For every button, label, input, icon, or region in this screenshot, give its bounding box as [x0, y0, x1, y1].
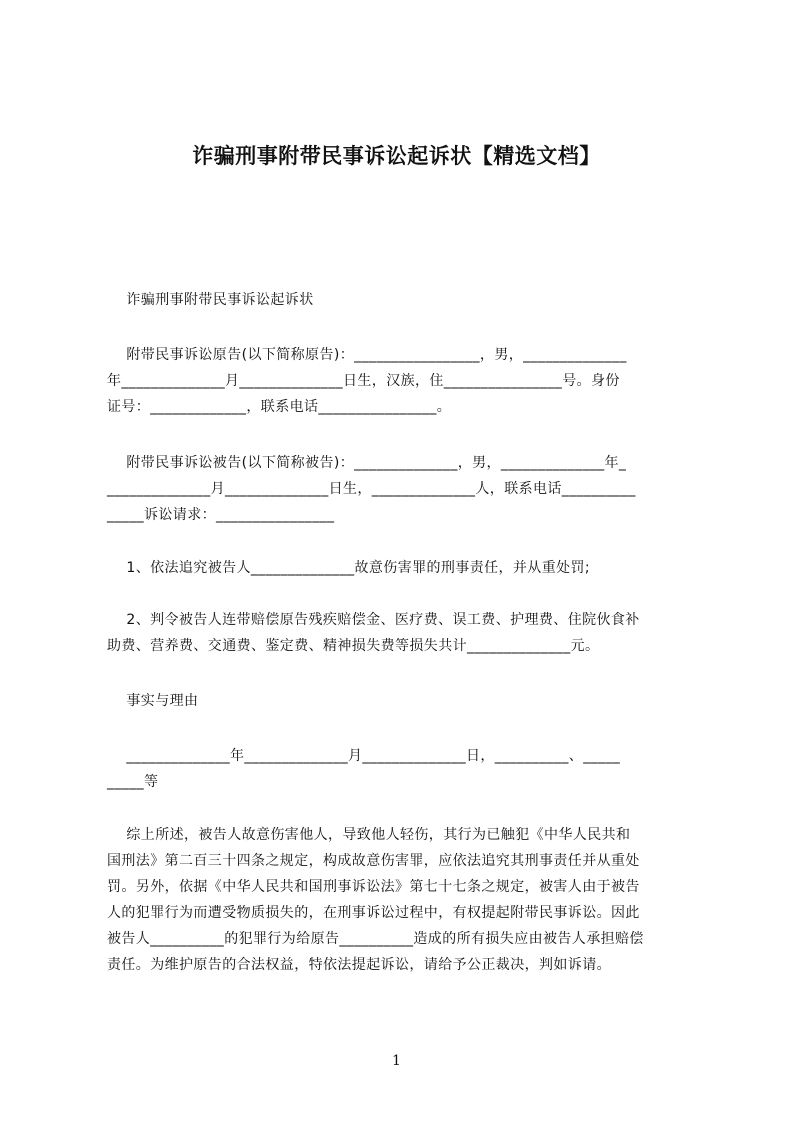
claim-2-line-2: 助费、营养费、交通费、鉴定费、精神损失费等损失共计______________元。 — [107, 638, 600, 654]
conclusion-line-1: 综上所述，被告人故意伤害他人，导致他人轻伤，其行为已触犯《中华人民共和 — [107, 827, 631, 843]
plaintiff-line-2: 年______________月______________日生，汉族，住________________号。身份 — [107, 373, 620, 389]
facts-heading: 事实与理由 — [107, 693, 199, 709]
document-title: 诈骗刑事附带民事诉讼起诉状【精选文档】 — [192, 144, 601, 168]
claim-2-line-1: 2、判令被告人连带赔偿原告残疾赔偿金、医疗费、误工费、护理费、住院伙食补 — [107, 612, 640, 628]
conclusion-line-5: 被告人__________的犯罪行为给原告__________造成的所有损失应由被告人承担赔偿 — [107, 931, 644, 947]
heading-line: 诈骗刑事附带民事诉讼起诉状 — [107, 292, 314, 308]
conclusion-line-4: 人的犯罪行为而遭受物质损失的，在刑事诉讼过程中，有权提起附带民事诉讼。因此 — [107, 905, 640, 921]
conclusion-line-6: 责任。为维护原告的合法权益，特依法提起诉讼，请给予公正裁决，判如诉请。 — [107, 957, 611, 973]
defendant-line-3: _____诉讼请求：________________ — [107, 507, 335, 523]
facts-line-2: _____等 — [107, 774, 159, 790]
defendant-line-1: 附带民事诉讼被告(以下简称被告)：______________，男，______________年_ — [107, 455, 627, 471]
plaintiff-line-3: 证号：_____________，联系电话________________。 — [107, 399, 452, 415]
conclusion-line-3: 罚。另外，依据《中华人民共和国刑事诉讼法》第七十七条之规定，被害人由于被告 — [107, 879, 640, 895]
plaintiff-line-1: 附带民事诉讼原告(以下简称原告)：_________________，男，______________ — [107, 347, 627, 363]
defendant-line-2: ______________月______________日生，______________人，联系电话__________ — [107, 481, 636, 497]
claim-1: 1、依法追究被告人______________故意伤害罪的刑事责任，并从重处罚; — [107, 560, 591, 576]
page-number: 1 — [392, 1053, 401, 1069]
facts-line-1: ______________年______________月______________日，__________、_____ — [107, 748, 621, 764]
conclusion-line-2: 国刑法》第二百三十四条之规定，构成故意伤害罪，应依法追究其刑事责任并从重处 — [107, 853, 640, 869]
